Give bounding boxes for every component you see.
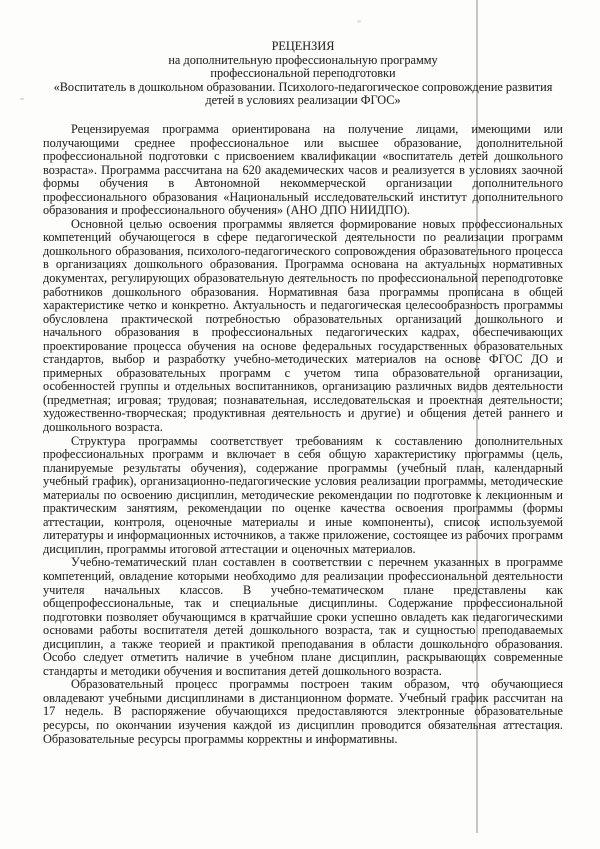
body-paragraph-overview: Рецензируемая программа ориентирована на получение лицами, имеющими или получающими среднее профессиональное или высшее образование, дополнительной профессиональной подготовки с присвоением квалификации «воспитатель детей дошкольного возраста». Программа рассчитана на 620 академических часов и реализуется в условиях заочной формы обучения в Автономной некоммерческой организации дополнительного профессионального образования «Национальный исследовательский институт дополнительного образования и профессионального обучения» (АНО ДПО НИИДПО). (43, 121, 563, 218)
document-type-heading: РЕЦЕНЗИЯ (271, 39, 335, 53)
scan-speck (20, 98, 24, 100)
title-subline-program: на дополнительную профессиональную программу (168, 52, 438, 67)
document-content (43, 40, 563, 746)
body-paragraph-curriculum: Учебно-тематический план составлен в соответствии с перечнем указанных в программе компетенций, овладение которыми необходимо для реализации профессиональной деятельности учителя начальных классов. В учебно-тематическом плане представлены как общепрофессиональные, так и специальные дисциплины. Содержание профессиональной подготовки позволяет обучающимся в кратчайшие сроки успешно овладеть как педагогическими основами работы воспитателя детей дошкольного возраста, так и сущностью преподаваемых дисциплин, а также теорией и практикой преподавания в области дошкольного образования. Особо следует отметить наличие в учебном плане дисциплин, раскрывающих современные стандарты и методики обучения и воспитания детей дошкольного возраста. (43, 555, 563, 678)
title-subline-retraining: профессиональной переподготовки (210, 66, 396, 81)
body-paragraph-goal: Основной целью освоения программы является формирование новых профессиональных компетенций обучающегося в сфере педагогической деятельности по реализации программ дошкольного образования, психолого-педагогического сопровождения образовательного процесса в организациях дошкольного образования. Программа основана на актуальных нормативных документах, регулирующих образовательную деятельность по профессиональной переподготовке работников дошкольного образования. Нормативная база программы прописана в общей характеристике четко и конкретно. Актуальность и педагогическая целесообразность программы обусловлена практической потребностью образовательных организаций дошкольного и начального образования в профессиональных педагогических кадрах, обеспечивающих проектирование процесса обучения на основе федеральных государственных образовательных стандартов, выбор и разработку учебно-методических материалов на основе ФГОС ДО и примерных образовательных программ с учетом типа образовательной организации, особенностей группы и отдельных воспитанников, организацию различных видов деятельности (предметная; игровая; трудовая; познавательная, исследовательская и проектная деятельности; художественно-творческая; продуктивная деятельность и другие) и общения детей раннего и дошкольного возраста. (43, 216, 563, 434)
body-paragraph-process: Образовательный процесс программы построен таким образом, что обучающиеся овладевают учебными дисциплинами в дистанционном формате. Учебный график рассчитан на 17 недель. В распоряжение обучающихся предоставляются электронные образовательные ресурсы, по окончании изучения каждой из дисциплин проводится обязательная аттестация. Образовательные ресурсы программы корректны и информативны. (43, 677, 563, 746)
program-name: «Воспитатель в дошкольном образовании. Психолого-педагогическое сопровождение развития детей в условиях реализации ФГОС» (53, 79, 553, 108)
body-paragraph-structure: Структура программы соответствует требованиям к составлению дополнительных профессиональных программ и включает в себя общую характеристику программы (цель, планируемые результаты обучения), содержание программы (учебный план, календарный учебный график), организационно-педагогические условия реализации программы, методические материалы по освоению дисциплин, методические рекомендации по подготовке к лекционным и практическим занятиям, рекомендации по оценке качества освоения программы (формы аттестации, контроля, оценочные материалы и иные компоненты), список используемой литературы и информационных источников, а также приложение, состоящее из рабочих программ дисциплин, программы итоговой аттестации и оценочных материалов. (43, 433, 563, 556)
scan-speck (357, 20, 361, 23)
document-title-block (43, 40, 563, 108)
